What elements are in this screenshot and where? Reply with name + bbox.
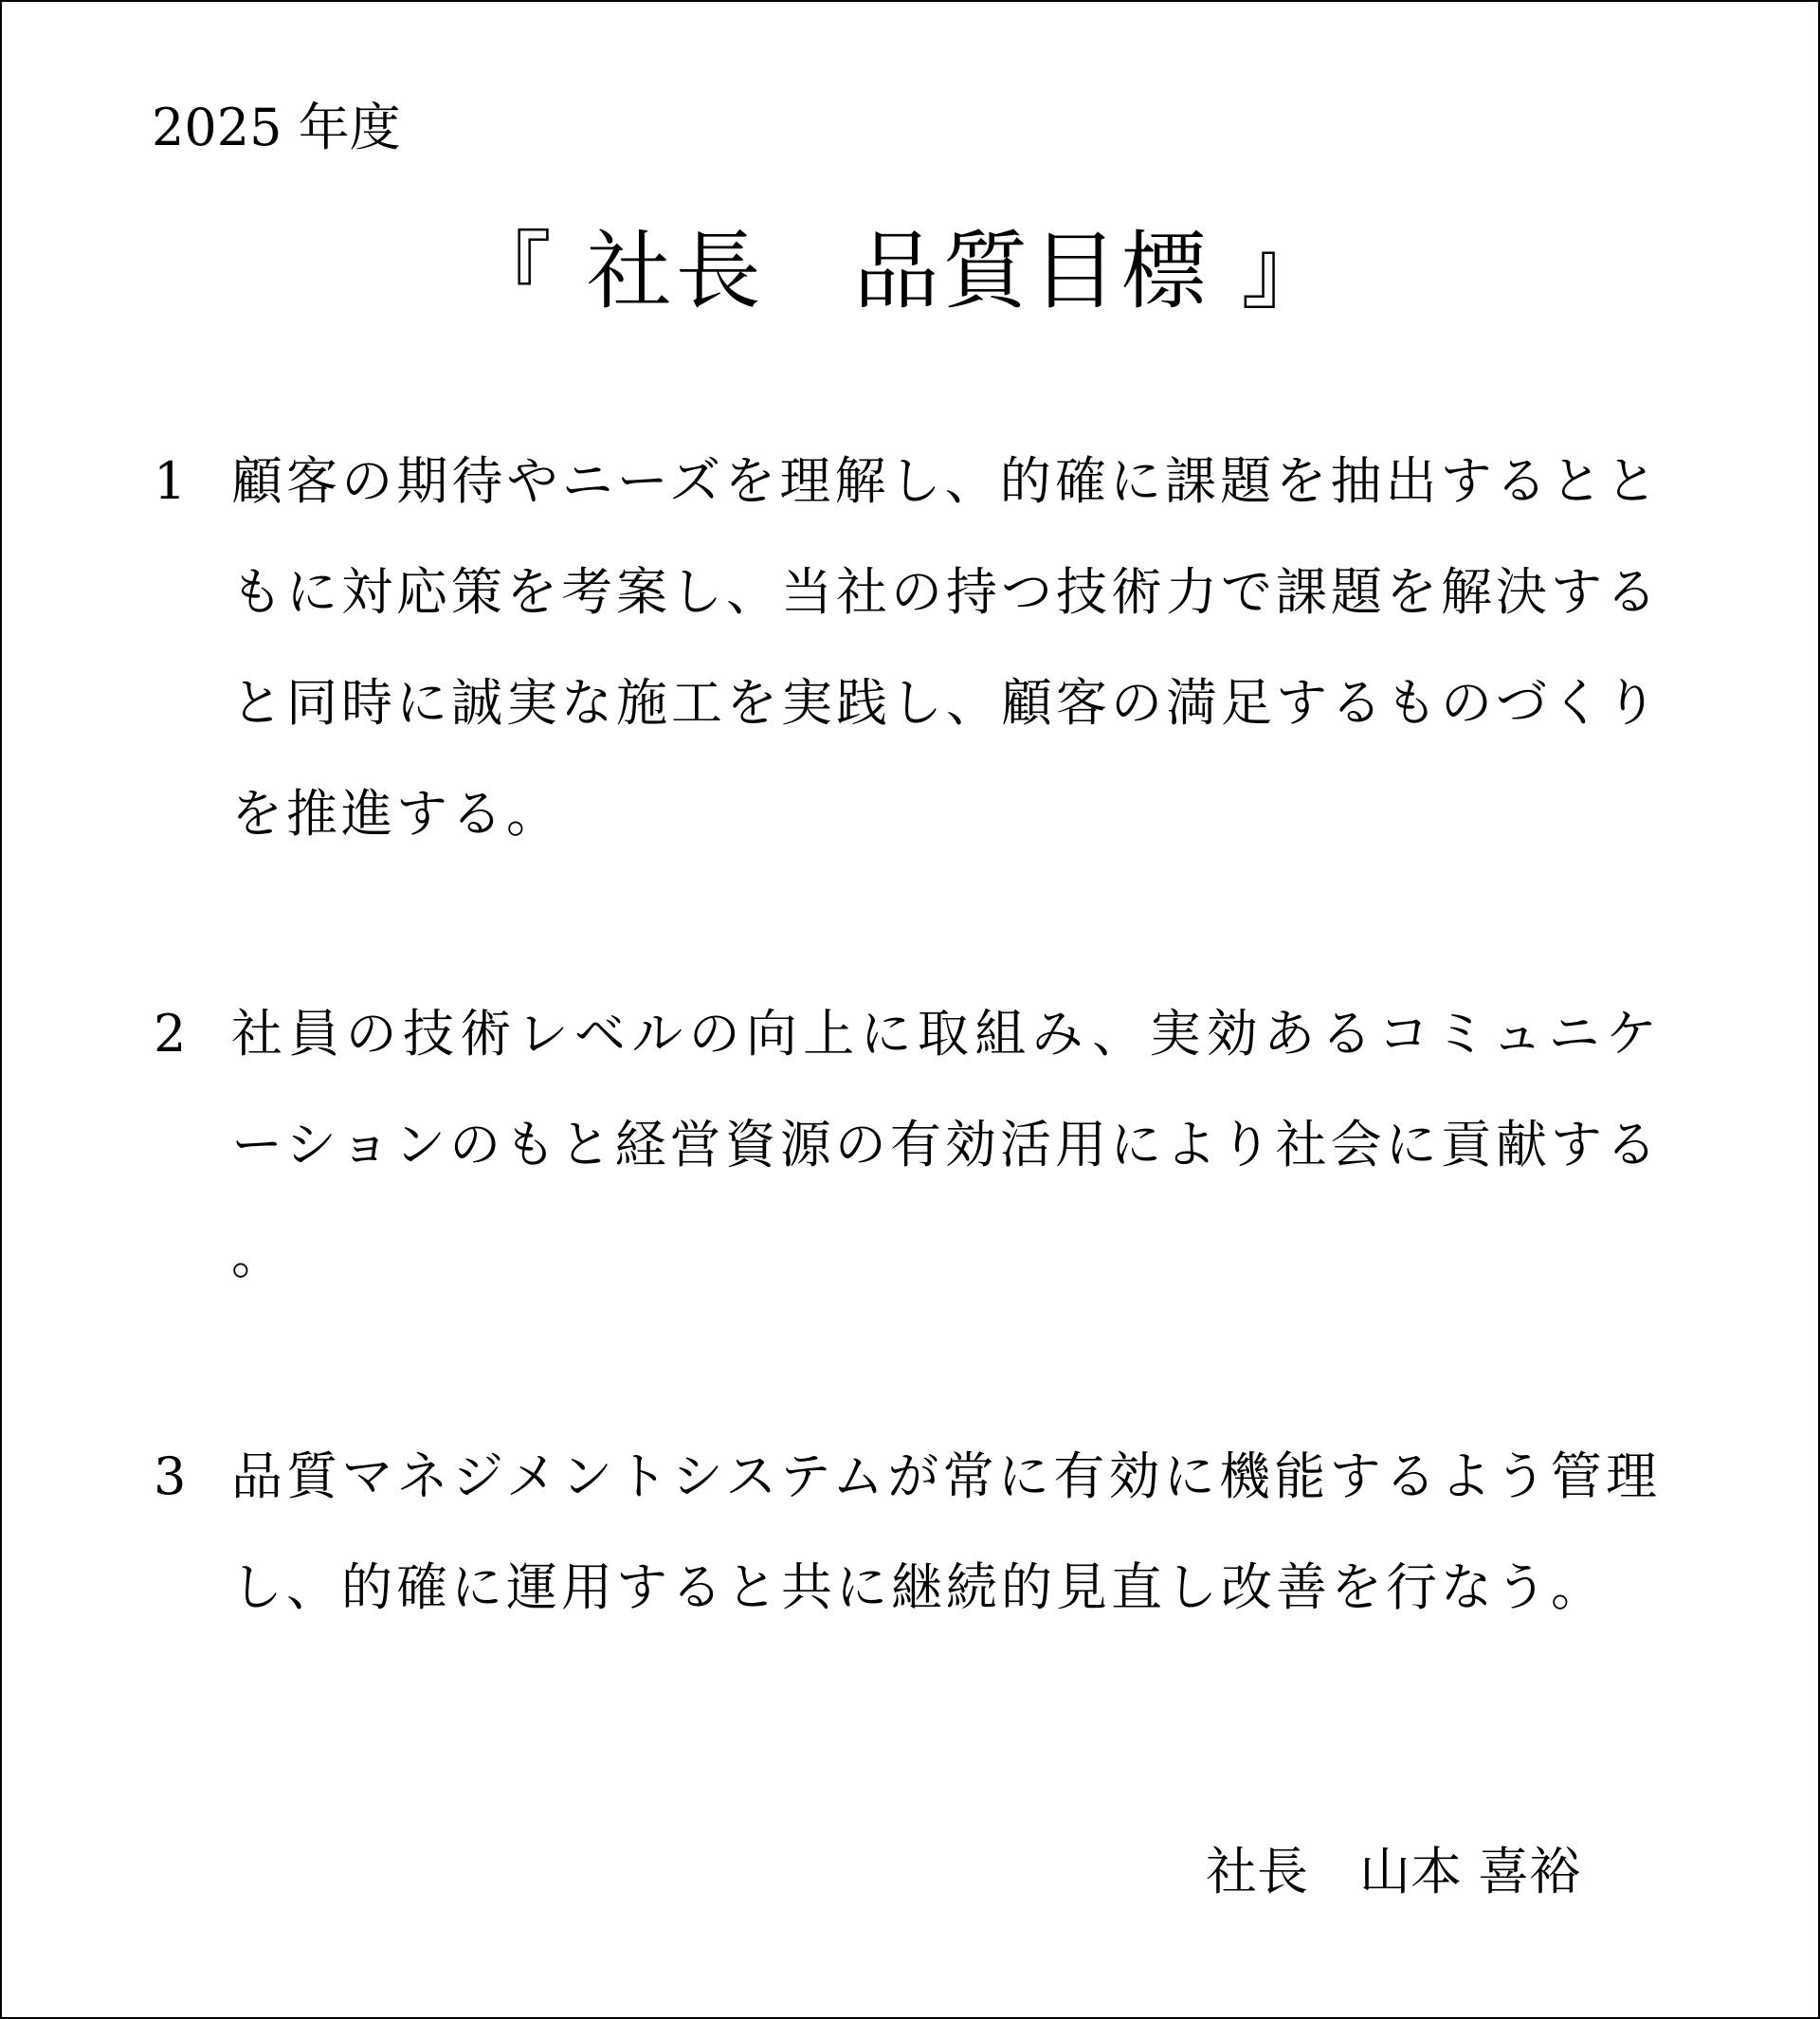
objective-number: 1: [154, 451, 187, 511]
objective-number: 2: [154, 1004, 187, 1064]
objective-text: 顧客の期待やニーズを理解し、的確に課題を抽出するとともに対応策を考案し、当社の持つ技術力で課題を解決すると同時に誠実な施工を実践し、顧客の満足するものづくりを推進する。: [231, 451, 1661, 844]
objective-number: 3: [154, 1446, 187, 1506]
objective-text: 社員の技術レベルの向上に取組み、実効あるコミュニケーションのもと経営資源の有効活用により社会に貢献する。: [231, 1004, 1661, 1285]
signature: 社長 山本 喜裕: [1206, 1842, 1581, 1901]
document-title: 『 社長 品質目標 』: [466, 222, 1331, 321]
fiscal-year: 2025 年度: [152, 98, 401, 157]
objective-text: 品質マネジメントシステムが常に有効に機能するよう管理し、的確に運用すると共に継続的見直し改善を行なう。: [231, 1446, 1661, 1617]
